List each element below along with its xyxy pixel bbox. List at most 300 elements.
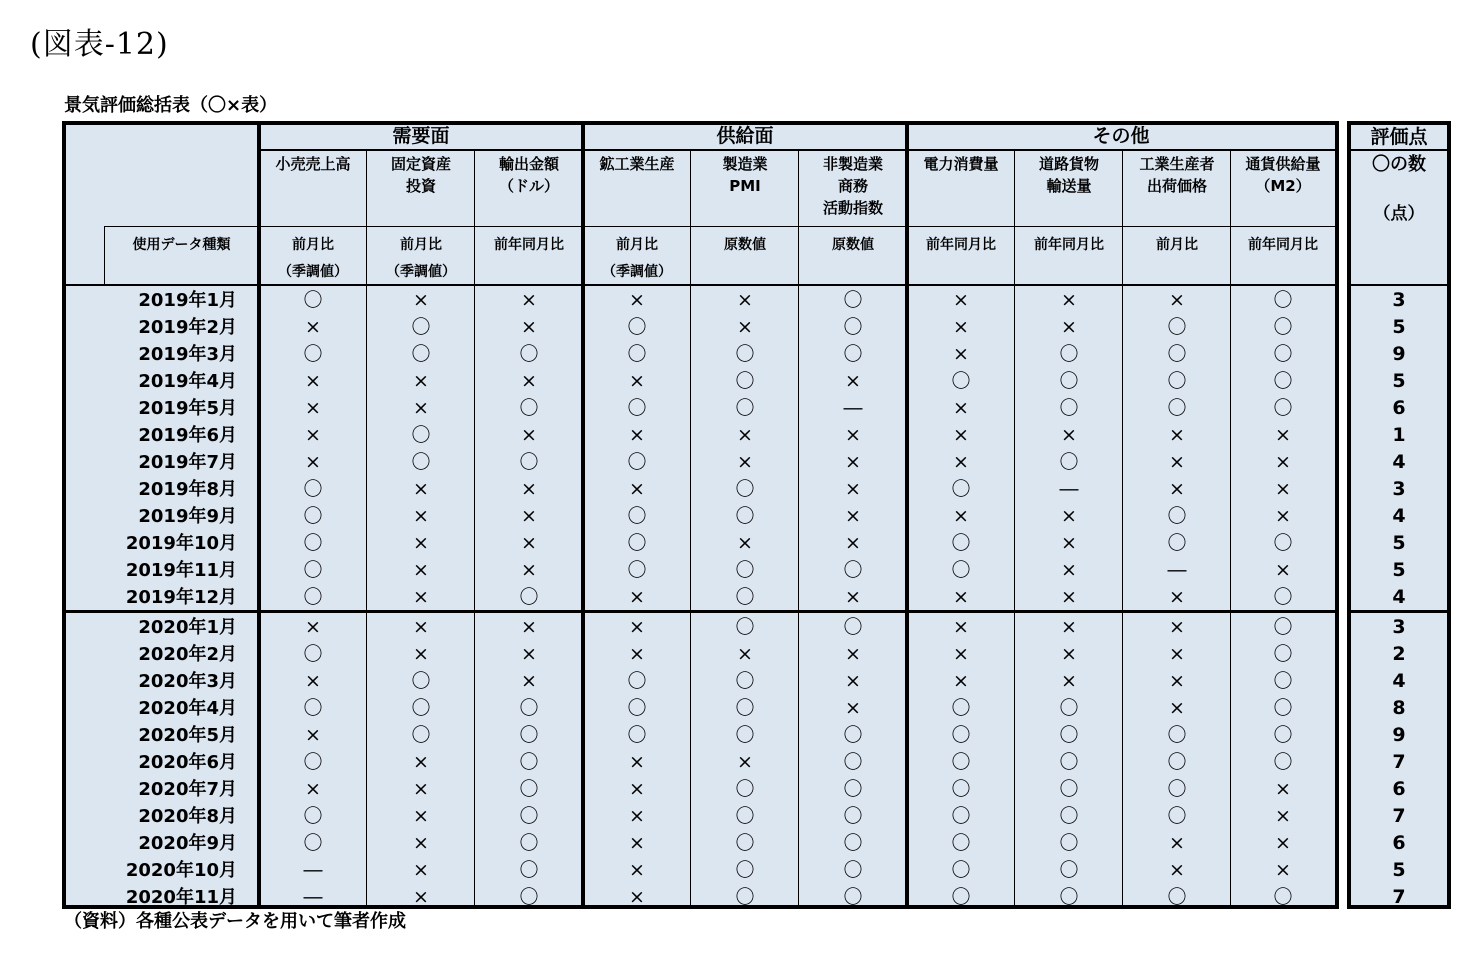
evaluation-cell: 〇 [1059, 370, 1079, 392]
evaluation-cell: 〇 [627, 505, 647, 527]
evaluation-cell: 〇 [951, 697, 971, 719]
evaluation-cell: × [305, 778, 321, 800]
evaluation-cell: 〇 [735, 370, 755, 392]
evaluation-cell: 〇 [1167, 397, 1187, 419]
row-month-label: 2020年8月 [138, 806, 237, 827]
evaluation-cell: × [413, 397, 429, 419]
evaluation-cell: × [305, 670, 321, 692]
evaluation-cell: × [629, 886, 645, 908]
evaluation-cell: 〇 [627, 316, 647, 338]
evaluation-cell: 〇 [735, 397, 755, 419]
score-header-title: 評価点 [1370, 126, 1428, 148]
evaluation-cell: × [1061, 643, 1077, 665]
evaluation-cell: 〇 [1273, 670, 1293, 692]
score-value: 9 [1392, 724, 1406, 746]
score-value: 5 [1392, 370, 1406, 392]
row-month-label: 2020年1月 [138, 617, 237, 638]
evaluation-cell: × [845, 478, 861, 500]
evaluation-cell: × [953, 424, 969, 446]
evaluation-cell: × [629, 643, 645, 665]
evaluation-cell: × [953, 505, 969, 527]
score-value: 6 [1392, 397, 1406, 419]
indicator-unit-note: （季調値） [386, 264, 456, 280]
indicator-name: 輸出金額 （ドル） [498, 155, 559, 195]
indicator-name: 工業生産者 出荷価格 [1139, 155, 1215, 195]
evaluation-cell: 〇 [951, 724, 971, 746]
score-value: 5 [1392, 559, 1406, 581]
evaluation-cell: 〇 [735, 478, 755, 500]
evaluation-cell: × [1275, 805, 1291, 827]
evaluation-cell: × [845, 370, 861, 392]
evaluation-cell: ― [1059, 478, 1079, 500]
evaluation-cell: × [521, 532, 537, 554]
evaluation-cell: × [953, 643, 969, 665]
evaluation-cell: × [521, 616, 537, 638]
evaluation-cell: 〇 [735, 697, 755, 719]
evaluation-cell: × [521, 505, 537, 527]
evaluation-cell: 〇 [303, 532, 323, 554]
year-divider [1351, 610, 1447, 613]
row-month-label: 2020年2月 [138, 644, 237, 665]
evaluation-cell: ― [1167, 559, 1187, 581]
evaluation-cell: 〇 [303, 586, 323, 608]
evaluation-cell: 〇 [411, 724, 431, 746]
evaluation-cell: × [629, 805, 645, 827]
indicator-unit: 原数値 [832, 237, 874, 253]
evaluation-cell: × [521, 643, 537, 665]
evaluation-cell: × [629, 616, 645, 638]
evaluation-cell: × [1169, 643, 1185, 665]
evaluation-cell: 〇 [627, 559, 647, 581]
evaluation-cell: × [1275, 559, 1291, 581]
evaluation-cell: 〇 [951, 832, 971, 854]
evaluation-cell: × [1275, 478, 1291, 500]
indicator-unit: 前月比 [616, 237, 658, 253]
evaluation-cell: 〇 [303, 478, 323, 500]
evaluation-cell: 〇 [303, 805, 323, 827]
evaluation-cell: 〇 [519, 586, 539, 608]
evaluation-cell: 〇 [1059, 886, 1079, 908]
score-header-unit: （点） [1373, 204, 1425, 224]
row-month-label: 2019年7月 [138, 452, 237, 473]
evaluation-cell: × [1061, 586, 1077, 608]
score-value: 4 [1392, 451, 1406, 473]
evaluation-cell: × [413, 859, 429, 881]
indicator-name: 非製造業 商務 活動指数 [822, 155, 883, 217]
evaluation-cell: 〇 [1167, 370, 1187, 392]
evaluation-cell: 〇 [735, 805, 755, 827]
score-value: 5 [1392, 532, 1406, 554]
score-value: 5 [1392, 316, 1406, 338]
evaluation-cell: 〇 [735, 586, 755, 608]
evaluation-cell: 〇 [303, 643, 323, 665]
group-border [257, 125, 261, 284]
score-value: 1 [1392, 424, 1406, 446]
evaluation-cell: 〇 [843, 316, 863, 338]
group-divider [259, 149, 1335, 151]
indicator-name: 小売売上高 [275, 155, 351, 173]
row-month-label: 2020年5月 [138, 725, 237, 746]
evaluation-cell: 〇 [627, 724, 647, 746]
row-month-label: 2019年2月 [138, 317, 237, 338]
row-month-label: 2020年4月 [138, 698, 237, 719]
evaluation-cell: × [305, 451, 321, 473]
row-month-label: 2019年4月 [138, 371, 237, 392]
evaluation-cell: × [413, 616, 429, 638]
evaluation-cell: 〇 [1059, 805, 1079, 827]
evaluation-cell: 〇 [519, 397, 539, 419]
evaluation-cell: × [953, 316, 969, 338]
evaluation-cell: 〇 [951, 778, 971, 800]
evaluation-cell: 〇 [735, 505, 755, 527]
evaluation-cell: 〇 [735, 670, 755, 692]
evaluation-cell: 〇 [627, 532, 647, 554]
evaluation-cell: 〇 [303, 505, 323, 527]
evaluation-cell: × [629, 832, 645, 854]
evaluation-cell: 〇 [1273, 697, 1293, 719]
evaluation-cell: × [1169, 616, 1185, 638]
evaluation-cell: 〇 [519, 451, 539, 473]
evaluation-cell: × [413, 289, 429, 311]
evaluation-cell: ― [303, 886, 323, 908]
group-border [581, 125, 585, 284]
evaluation-cell: 〇 [1059, 451, 1079, 473]
evaluation-cell: 〇 [1273, 532, 1293, 554]
evaluation-cell: 〇 [411, 697, 431, 719]
evaluation-cell: × [413, 532, 429, 554]
evaluation-cell: × [305, 724, 321, 746]
evaluation-cell: 〇 [1273, 616, 1293, 638]
evaluation-cell: 〇 [1059, 397, 1079, 419]
evaluation-cell: × [629, 586, 645, 608]
score-value: 9 [1392, 343, 1406, 365]
indicator-name: 製造業 PMI [722, 155, 768, 195]
indicator-unit: 前年同月比 [1034, 237, 1104, 253]
evaluation-cell: 〇 [951, 370, 971, 392]
evaluation-cell: 〇 [627, 697, 647, 719]
evaluation-cell: × [1061, 289, 1077, 311]
evaluation-cell: × [1275, 832, 1291, 854]
evaluation-cell: × [953, 397, 969, 419]
evaluation-cell: × [1169, 478, 1185, 500]
evaluation-cell: × [845, 670, 861, 692]
evaluation-cell: × [521, 424, 537, 446]
evaluation-cell: 〇 [735, 886, 755, 908]
evaluation-cell: × [305, 616, 321, 638]
evaluation-cell: 〇 [843, 859, 863, 881]
evaluation-cell: × [1275, 451, 1291, 473]
evaluation-cell: 〇 [1167, 343, 1187, 365]
evaluation-cell: × [1275, 778, 1291, 800]
evaluation-cell: 〇 [843, 289, 863, 311]
evaluation-cell: 〇 [1273, 370, 1293, 392]
evaluation-cell: × [413, 505, 429, 527]
evaluation-cell: 〇 [1059, 751, 1079, 773]
evaluation-cell: × [305, 397, 321, 419]
evaluation-cell: × [1061, 505, 1077, 527]
group-header: 需要面 [392, 125, 450, 147]
row-month-label: 2019年3月 [138, 344, 237, 365]
evaluation-cell: 〇 [519, 751, 539, 773]
indicator-unit: 前月比 [1156, 237, 1198, 253]
evaluation-cell: × [1169, 424, 1185, 446]
evaluation-cell: 〇 [1059, 778, 1079, 800]
evaluation-cell: 〇 [627, 343, 647, 365]
evaluation-cell: × [1061, 424, 1077, 446]
evaluation-cell: × [629, 859, 645, 881]
evaluation-cell: × [521, 289, 537, 311]
evaluation-cell: × [845, 451, 861, 473]
evaluation-cell: × [629, 424, 645, 446]
evaluation-cell: × [413, 778, 429, 800]
evaluation-cell: 〇 [843, 616, 863, 638]
score-value: 7 [1392, 805, 1406, 827]
evaluation-cell: 〇 [1167, 532, 1187, 554]
evaluation-cell: × [413, 559, 429, 581]
indicator-unit: 前月比 [400, 237, 442, 253]
evaluation-cell: × [1061, 316, 1077, 338]
evaluation-cell: × [1061, 559, 1077, 581]
evaluation-cell: × [737, 424, 753, 446]
evaluation-cell: 〇 [1273, 289, 1293, 311]
evaluation-cell: × [521, 370, 537, 392]
evaluation-cell: 〇 [303, 559, 323, 581]
evaluation-cell: 〇 [843, 751, 863, 773]
score-value: 7 [1392, 886, 1406, 908]
evaluation-cell: 〇 [951, 805, 971, 827]
evaluation-cell: 〇 [951, 751, 971, 773]
evaluation-cell: 〇 [519, 343, 539, 365]
evaluation-cell: 〇 [1273, 886, 1293, 908]
indicator-unit: 原数値 [724, 237, 766, 253]
source-note: （資料）各種公表データを用いて筆者作成 [64, 911, 406, 932]
figure-title: (図表-12) [30, 27, 169, 62]
evaluation-cell: × [1169, 859, 1185, 881]
evaluation-cell: 〇 [519, 805, 539, 827]
unit-divider [259, 226, 1335, 227]
row-month-label: 2019年8月 [138, 479, 237, 500]
evaluation-cell: 〇 [411, 343, 431, 365]
data-type-label: 使用データ種類 [132, 237, 231, 253]
row-month-label: 2020年3月 [138, 671, 237, 692]
evaluation-cell: 〇 [519, 832, 539, 854]
evaluation-cell: 〇 [519, 886, 539, 908]
score-value: 6 [1392, 832, 1406, 854]
evaluation-cell: × [413, 886, 429, 908]
score-header-bottom-border [1351, 284, 1447, 286]
evaluation-cell: × [1061, 616, 1077, 638]
evaluation-cell: × [413, 751, 429, 773]
evaluation-cell: 〇 [843, 778, 863, 800]
evaluation-cell: 〇 [519, 697, 539, 719]
evaluation-cell: 〇 [735, 616, 755, 638]
evaluation-cell: 〇 [843, 724, 863, 746]
evaluation-cell: 〇 [735, 778, 755, 800]
evaluation-cell: 〇 [951, 532, 971, 554]
evaluation-cell: × [953, 616, 969, 638]
evaluation-cell: 〇 [411, 316, 431, 338]
evaluation-cell: × [845, 643, 861, 665]
evaluation-cell: 〇 [1273, 397, 1293, 419]
row-month-label: 2020年6月 [138, 752, 237, 773]
evaluation-cell: × [1061, 670, 1077, 692]
indicator-name: 通貨供給量 （M2） [1245, 155, 1321, 195]
evaluation-cell: × [413, 370, 429, 392]
evaluation-cell: 〇 [735, 832, 755, 854]
evaluation-cell: × [953, 451, 969, 473]
indicator-unit: 前月比 [292, 237, 334, 253]
row-month-label: 2019年10月 [125, 533, 237, 554]
evaluation-cell: × [413, 478, 429, 500]
evaluation-cell: × [845, 424, 861, 446]
score-value: 5 [1392, 859, 1406, 881]
evaluation-cell: × [1275, 859, 1291, 881]
evaluation-cell: × [413, 586, 429, 608]
score-value: 4 [1392, 505, 1406, 527]
score-value: 3 [1392, 616, 1406, 638]
evaluation-cell: × [305, 370, 321, 392]
evaluation-cell: 〇 [951, 478, 971, 500]
evaluation-cell: 〇 [1273, 751, 1293, 773]
evaluation-cell: 〇 [735, 859, 755, 881]
evaluation-cell: × [953, 343, 969, 365]
score-header-sub: 〇の数 [1372, 154, 1426, 175]
evaluation-cell: 〇 [627, 670, 647, 692]
evaluation-cell: × [845, 586, 861, 608]
indicator-name: 道路貨物 輸送量 [1038, 155, 1099, 195]
evaluation-cell: 〇 [1167, 886, 1187, 908]
evaluation-cell: × [1169, 832, 1185, 854]
evaluation-cell: 〇 [303, 343, 323, 365]
indicator-name: 固定資産 投資 [390, 155, 451, 195]
indicator-unit: 前年同月比 [494, 237, 564, 253]
score-value: 6 [1392, 778, 1406, 800]
evaluation-cell: 〇 [1059, 832, 1079, 854]
evaluation-cell: 〇 [1167, 505, 1187, 527]
indicator-unit-note: （季調値） [278, 264, 348, 280]
evaluation-cell: × [521, 316, 537, 338]
evaluation-cell: × [953, 289, 969, 311]
evaluation-cell: 〇 [1059, 697, 1079, 719]
evaluation-cell: 〇 [843, 559, 863, 581]
evaluation-cell: ― [843, 397, 863, 419]
score-value: 8 [1392, 697, 1406, 719]
row-month-label: 2019年9月 [138, 506, 237, 527]
evaluation-cell: 〇 [411, 451, 431, 473]
evaluation-cell: 〇 [1273, 586, 1293, 608]
score-value: 2 [1392, 643, 1406, 665]
evaluation-cell: 〇 [519, 778, 539, 800]
score-value: 4 [1392, 670, 1406, 692]
evaluation-cell: 〇 [1167, 778, 1187, 800]
indicator-unit-note: （季調値） [602, 264, 672, 280]
indicator-unit: 前年同月比 [1248, 237, 1318, 253]
unit-divider [104, 226, 259, 227]
evaluation-cell: × [521, 478, 537, 500]
evaluation-cell: 〇 [1167, 805, 1187, 827]
evaluation-cell: 〇 [411, 670, 431, 692]
score-table [1347, 121, 1451, 909]
evaluation-cell: 〇 [1059, 724, 1079, 746]
evaluation-cell: × [629, 478, 645, 500]
evaluation-cell: 〇 [1167, 724, 1187, 746]
evaluation-cell: 〇 [303, 832, 323, 854]
evaluation-cell: 〇 [519, 859, 539, 881]
evaluation-cell: × [521, 670, 537, 692]
evaluation-cell: 〇 [843, 832, 863, 854]
evaluation-cell: 〇 [735, 724, 755, 746]
group-header: 供給面 [716, 125, 774, 147]
evaluation-cell: 〇 [951, 886, 971, 908]
evaluation-table [62, 121, 1339, 909]
evaluation-cell: 〇 [1273, 343, 1293, 365]
row-month-label: 2019年6月 [138, 425, 237, 446]
evaluation-cell: × [1169, 586, 1185, 608]
table-title: 景気評価総括表（〇×表） [64, 95, 278, 116]
evaluation-cell: × [413, 643, 429, 665]
evaluation-cell: × [737, 289, 753, 311]
evaluation-cell: 〇 [1273, 724, 1293, 746]
row-month-label: 2019年1月 [138, 290, 237, 311]
row-month-label: 2019年5月 [138, 398, 237, 419]
row-month-label: 2020年9月 [138, 833, 237, 854]
evaluation-cell: 〇 [735, 559, 755, 581]
evaluation-cell: × [305, 316, 321, 338]
row-month-label: 2020年11月 [125, 887, 237, 908]
row-month-label: 2020年7月 [138, 779, 237, 800]
evaluation-cell: 〇 [951, 559, 971, 581]
evaluation-cell: × [629, 751, 645, 773]
evaluation-cell: × [737, 751, 753, 773]
evaluation-cell: × [629, 289, 645, 311]
evaluation-cell: 〇 [1273, 643, 1293, 665]
evaluation-cell: × [413, 832, 429, 854]
evaluation-cell: × [629, 370, 645, 392]
row-month-label: 2019年11月 [125, 560, 237, 581]
evaluation-cell: 〇 [303, 751, 323, 773]
evaluation-cell: 〇 [1059, 859, 1079, 881]
evaluation-cell: 〇 [843, 886, 863, 908]
evaluation-cell: × [953, 586, 969, 608]
evaluation-cell: × [1169, 289, 1185, 311]
evaluation-cell: × [737, 451, 753, 473]
score-value: 3 [1392, 289, 1406, 311]
evaluation-cell: × [1061, 532, 1077, 554]
evaluation-cell: 〇 [519, 724, 539, 746]
score-value: 7 [1392, 751, 1406, 773]
evaluation-cell: 〇 [1167, 316, 1187, 338]
evaluation-cell: × [845, 532, 861, 554]
evaluation-cell: × [629, 778, 645, 800]
evaluation-cell: ― [303, 859, 323, 881]
row-month-label: 2020年10月 [125, 860, 237, 881]
evaluation-cell: × [845, 697, 861, 719]
row-month-label: 2019年12月 [125, 587, 237, 608]
evaluation-cell: × [953, 670, 969, 692]
evaluation-cell: 〇 [951, 859, 971, 881]
evaluation-cell: × [413, 805, 429, 827]
evaluation-cell: 〇 [411, 424, 431, 446]
evaluation-cell: 〇 [303, 697, 323, 719]
evaluation-cell: × [737, 643, 753, 665]
evaluation-cell: × [1275, 505, 1291, 527]
indicator-unit: 前年同月比 [926, 237, 996, 253]
evaluation-cell: 〇 [1273, 316, 1293, 338]
evaluation-cell: 〇 [1167, 751, 1187, 773]
evaluation-cell: × [1169, 670, 1185, 692]
evaluation-cell: × [845, 505, 861, 527]
evaluation-cell: 〇 [1059, 343, 1079, 365]
